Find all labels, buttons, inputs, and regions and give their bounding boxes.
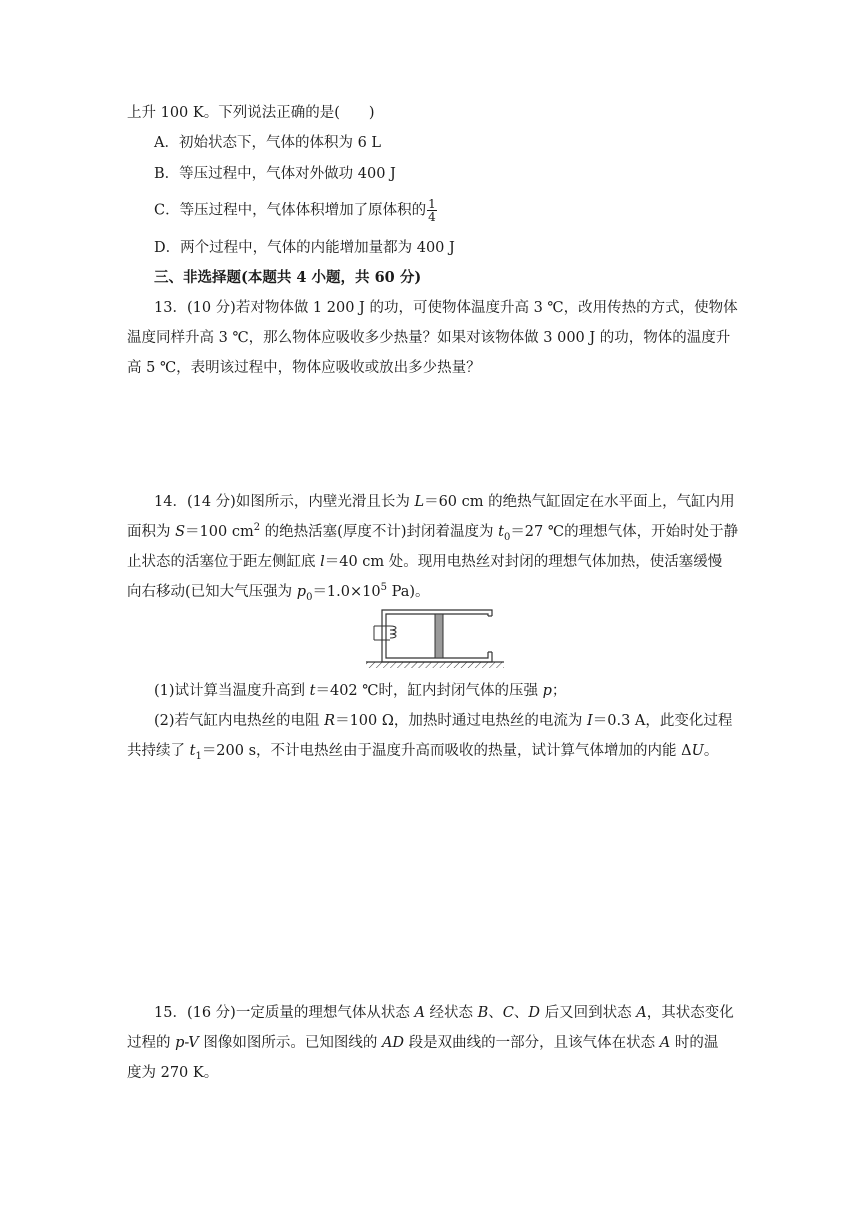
q15-line-2 <box>127 1033 718 1053</box>
text: ＝402 ℃时，缸内封闭气体的压强 <box>315 683 543 699</box>
text: Pa)。 <box>386 584 430 600</box>
variable: B <box>477 1005 489 1021</box>
q14-line-1 <box>154 492 735 512</box>
text: 向右移动(已知大气压强为 <box>127 584 297 600</box>
q12-option-c-text: C．等压过程中，气体体积增加了原体积的 <box>154 202 427 219</box>
heating-wire-coil <box>390 626 396 638</box>
text: ＝27 ℃的理想气体，开始时处于静 <box>510 524 739 540</box>
subscript: 0 <box>503 531 511 543</box>
text: ＝60 cm 的绝热气缸固定在水平面上，气缸内用 <box>424 494 735 510</box>
text: (2)若气缸内电热丝的电阻 <box>154 713 325 729</box>
text: ＝100 Ω，加热时通过电热丝的电流为 <box>335 713 587 729</box>
q14-line-2 <box>127 522 738 542</box>
variable: D <box>528 1005 541 1021</box>
fraction <box>427 198 437 223</box>
cylinder-diagram <box>360 606 510 672</box>
fraction-numerator: 1 <box>428 197 436 211</box>
q12-stem-tail: 上升 100 K。下列说法正确的是( ) <box>127 105 375 121</box>
fraction-denominator: 4 <box>428 210 436 224</box>
text: ＝200 s，不计电热丝由于温度升高而吸收的热量，试计算气体增加的内能 Δ <box>201 743 692 759</box>
q12-option-c <box>154 198 437 223</box>
text: ； <box>551 683 567 699</box>
variable: p <box>296 584 307 600</box>
text: 经状态 <box>424 1005 478 1021</box>
q13-line-3: 高 5 ℃，表明该过程中，物体应吸收或放出多少热量？ <box>127 360 481 376</box>
variable: t <box>309 683 316 699</box>
text: 图像如图所示。已知图线的 <box>198 1035 382 1051</box>
text: ＝40 cm 处。现用电热丝对封闭的理想气体加热，使活塞缓慢 <box>324 554 723 570</box>
superscript: 5 <box>380 582 387 594</box>
variable: A <box>659 1035 671 1051</box>
variable: A <box>414 1005 425 1021</box>
text: 时的温 <box>670 1035 719 1051</box>
variable: l <box>320 554 325 570</box>
subscript: 0 <box>306 591 313 603</box>
text: 、 <box>513 1005 529 1021</box>
piston <box>435 614 443 658</box>
subscript: 1 <box>195 750 202 762</box>
text: 、 <box>488 1005 503 1021</box>
variable: R <box>324 713 336 729</box>
variable: t <box>498 524 504 540</box>
text: 段是双曲线的一部分，且该气体在状态 <box>404 1035 660 1051</box>
q15-line-3: 度为 270 K。 <box>127 1065 219 1081</box>
q13-line-2: 温度同样升高 3 ℃，那么物体应吸收多少热量？如果对该物体做 3 000 J 的功，物体的温度升 <box>127 330 731 346</box>
variable: L <box>414 494 425 510</box>
text: 后又回到状态 <box>540 1005 637 1021</box>
variable: U <box>691 743 704 759</box>
q14-sub-2 <box>154 711 732 731</box>
text: 。 <box>703 743 719 759</box>
text: (1)试计算当温度升高到 <box>154 683 310 699</box>
text: 的绝热活塞(厚度不计)封闭着温度为 <box>260 524 499 540</box>
text: ，其状态变化 <box>646 1005 734 1021</box>
variable: A <box>636 1005 647 1021</box>
superscript: 2 <box>253 522 261 534</box>
variable: p <box>542 683 552 699</box>
q15-line-1 <box>154 1003 734 1023</box>
text: ＝1.0×10 <box>312 584 381 600</box>
q14-sub-1 <box>154 681 566 701</box>
text: 止状态的活塞位于距左侧缸底 <box>127 554 321 570</box>
text: ＝100 cm <box>185 524 254 540</box>
q12-option-b: B．等压过程中，气体对外做功 400 J <box>154 166 396 182</box>
q14-line-3 <box>127 552 722 572</box>
variable: I <box>587 713 593 729</box>
variable: t <box>189 743 196 759</box>
text: 共持续了 <box>127 743 190 759</box>
q14-line-4 <box>127 582 430 602</box>
text: 过程的 <box>127 1035 176 1051</box>
text: 面积为 <box>127 524 176 540</box>
variable: C <box>502 1005 514 1021</box>
variable: p-V <box>175 1035 199 1051</box>
text: 15．(16 分)一定质量的理想气体从状态 <box>154 1005 415 1021</box>
q12-option-a: A．初始状态下，气体的体积为 6 L <box>154 135 382 151</box>
variable: AD <box>381 1035 405 1051</box>
variable: S <box>175 524 186 540</box>
q13-line-1: 13．(10 分)若对物体做 1 200 J 的功，可使物体温度升高 3 ℃，改用传热的方式，使物体 <box>154 300 738 316</box>
q12-option-d: D．两个过程中，气体的内能增加量都为 400 J <box>154 240 455 256</box>
q14-sub-2-cont <box>127 741 718 761</box>
ground-hatch <box>366 662 504 668</box>
section-title: 三、非选择题(本题共 4 小题，共 60 分) <box>154 269 422 286</box>
text: ＝0.3 A，此变化过程 <box>592 713 733 729</box>
text: 14．(14 分)如图所示，内壁光滑且长为 <box>154 494 415 510</box>
